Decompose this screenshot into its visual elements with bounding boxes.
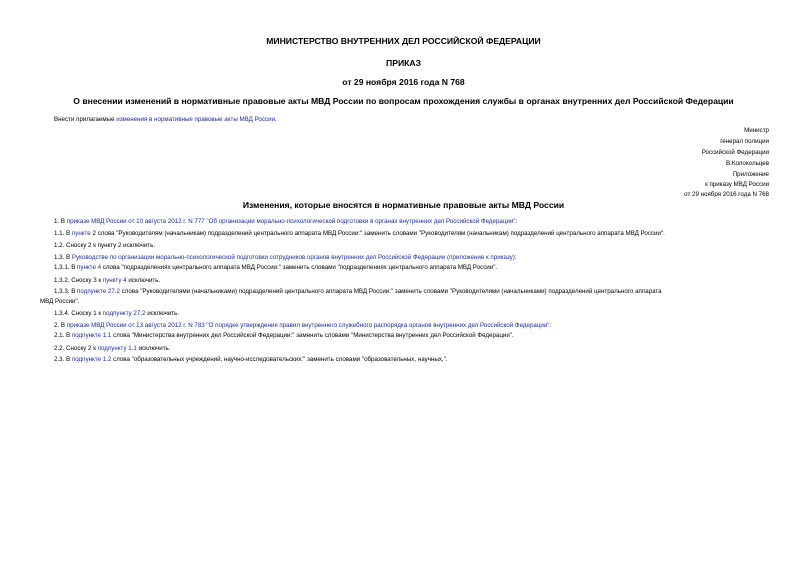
signature-line: Российской Федерации [701, 149, 769, 156]
text: 1. В [54, 218, 67, 225]
intro-paragraph [54, 116, 277, 124]
item-2-1 [54, 332, 514, 340]
item-1-2: 1.2. Сноску 2 к пункту 2 исключить. [54, 242, 156, 249]
signature-line: В.Колокольцев [726, 160, 769, 167]
item-1-3 [54, 254, 517, 262]
ministry-title: МИНИСТЕРСТВО ВНУТРЕННИХ ДЕЛ РОССИЙСКОЙ ФЕДЕРАЦИИ [266, 36, 541, 46]
link[interactable]: приказе МВД России от 13 августа 2012 г. N 783 "О порядке утверждения правил внутреннего служебного распорядка органов внутренних дел Российской Федерации" [66, 322, 550, 329]
text: 1.3.1. В [54, 264, 78, 271]
link[interactable]: Руководстве по организации морально-психологической подготовки сотрудников органов внутренних дел Российской Федерации (приложение к приказу) [71, 254, 515, 261]
item-1-3-3 [54, 288, 662, 296]
annex-label: Приложение [732, 171, 769, 178]
annex-label: от 29 ноября 2016 года N 768 [684, 191, 769, 198]
link[interactable]: подпункте 27.2 [77, 288, 120, 295]
signature-line: Министр [744, 127, 769, 134]
text: 2. В [54, 322, 67, 329]
order-date: от 29 ноября 2016 года N 768 [342, 77, 465, 87]
text: : [515, 218, 518, 225]
item-2-2 [54, 345, 171, 353]
text: 1.3.3. В [54, 288, 78, 295]
item-1-3-1 [54, 264, 497, 272]
item-1-3-3-continuation: МВД России". [40, 298, 80, 305]
link[interactable]: подпункте 1.1 [71, 332, 112, 339]
text: : [514, 254, 517, 261]
item-2 [54, 322, 551, 330]
text: слова "образовательных учреждений, научно-исследовательских:" заменить словами "образовательных, научных,". [111, 356, 448, 363]
signature-line: генерал полиции [720, 138, 769, 145]
text: слова "Руководителями (начальниками) подразделений центрального аппарата МВД России:" заменить словами "Руководителями (начальниками) подразделений центрального аппарата [119, 288, 662, 295]
text: 1.3.2. Сноску 3 к [54, 277, 103, 284]
text: исключить. [145, 310, 180, 317]
order-heading: ПРИКАЗ [386, 58, 421, 68]
link[interactable]: пункте 4 [77, 264, 102, 271]
intro-prefix: Внести прилагаемые [54, 116, 117, 123]
link[interactable]: подпункте 1.2 [71, 356, 112, 363]
link[interactable]: приказе МВД России от 10 августа 2012 г. N 777 "Об организации морально-психологической подготовки в органах внутренних дел Российской Федерации" [66, 218, 516, 225]
text: слова "подразделениях центрального аппарата МВД России:" заменить словами "подразделениях центрального аппарата МВД России". [101, 264, 498, 271]
text: 1.1. В [54, 230, 72, 237]
item-1-3-2 [54, 277, 160, 285]
text: 2.1. В [54, 332, 72, 339]
text: 2.2. Сноску 2 к [54, 345, 98, 352]
link[interactable]: подпункту 1.1 [97, 345, 137, 352]
item-1-1 [54, 230, 665, 238]
text: 2 слова "Руководителям (начальникам) подразделений центрального аппарата МВД России:" заменить словами "Руководителям (начальникам) подразделений центрального аппарата МВД России". [90, 230, 665, 237]
text: 1.3. В [54, 254, 72, 261]
item-1-3-4 [54, 310, 179, 318]
text: исключить. [136, 345, 171, 352]
link[interactable]: пункте [71, 230, 91, 237]
item-2-3 [54, 356, 448, 364]
text: : [549, 322, 552, 329]
item-1 [54, 218, 517, 226]
text: исключить. [126, 277, 161, 284]
intro-link[interactable]: изменения в нормативные правовые акты МВД России. [116, 116, 277, 123]
link[interactable]: подпункту 27.2 [102, 310, 146, 317]
annex-label: к приказу МВД России [705, 181, 769, 188]
order-subject: О внесении изменений в нормативные правовые акты МВД России по вопросам прохождения службы в органах внутренних дел Российской Федерации [73, 96, 734, 106]
text: 2.3. В [54, 356, 72, 363]
annex-title: Изменения, которые вносятся в нормативные правовые акты МВД России [242, 200, 565, 210]
link[interactable]: пункту 4 [102, 277, 127, 284]
text: слова "Министерства внутренних дел Российской Федерации:" заменить словами "Министерства внутренних дел Российской Федерации". [111, 332, 514, 339]
text: 1.3.4. Сноску 1 к [54, 310, 103, 317]
